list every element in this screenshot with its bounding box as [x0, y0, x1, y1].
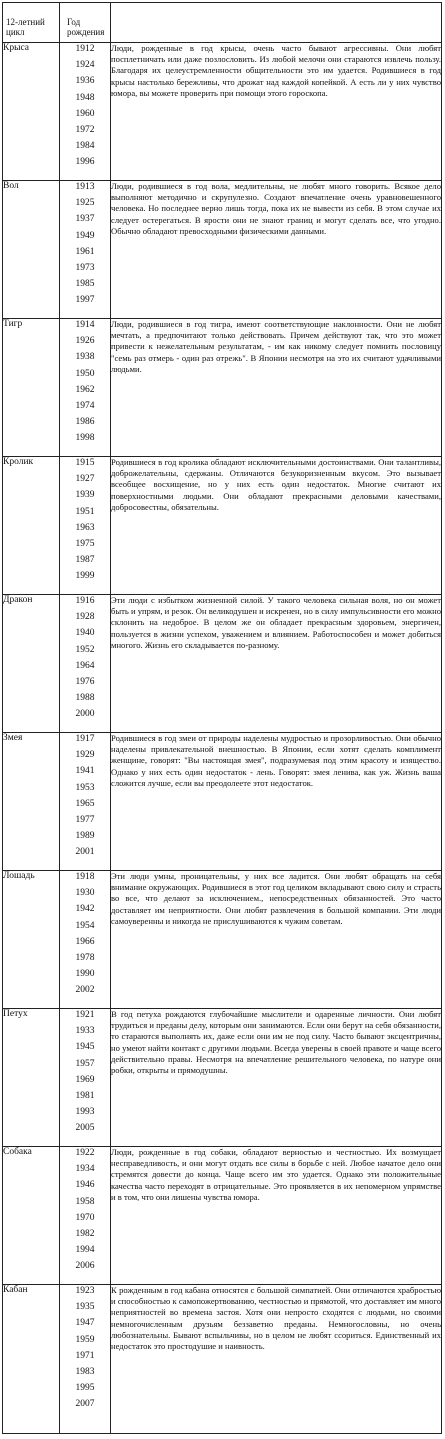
birth-year: 1927 [75, 474, 95, 485]
birth-year: 1959 [75, 1334, 95, 1345]
birth-year: 1958 [75, 1196, 95, 1207]
birth-year: 1964 [75, 660, 95, 671]
birth-year: 1952 [75, 644, 95, 655]
birth-year: 1921 [75, 1010, 95, 1020]
birth-year: 1946 [75, 1180, 95, 1191]
birth-year: 1976 [75, 676, 95, 687]
animal-description: Эти люди с избытком жизненной силой. У такого человека сильная воля, но он может быть и упрям, и резок. Он великодушен и искренен, но в силу импульсивности его можно склонить на недоброе. В целом же он обладает прекрасным здоровьем, энергичен, пользуется в жизни успехом, уважением и влиянием. Работоспособен и может добиться многого. Жизнь его складывается по-разному. [111, 595, 442, 733]
birth-year: 1925 [75, 198, 95, 209]
animal-description: Родившиеся в год змеи от природы наделены мудростью и прозорливостью. Они обычно наделены привлекательной внешностью. В Японии, если хотят сделать комплимент женщине, говорят: "Вы настоящая змея", подразумевая под этим красоту и изящество. Однако у них есть один недостаток - лень. Говорят: змея ленива, как уж. Жизнь ваша сложится лучше, если вы преодолеете этот недостаток. [111, 733, 442, 871]
birth-years [60, 181, 111, 319]
birth-year: 1950 [75, 368, 95, 379]
birth-year: 1981 [75, 1090, 95, 1101]
animal-name: Кабан [3, 1285, 60, 1434]
header-row [3, 3, 442, 43]
birth-year: 1982 [75, 1228, 95, 1239]
animal-description: Люди, родившиеся в год вола, медлительны, не любят много говорить. Всякое дело выполняют методично и скрупулезно. Создают впечатление очень уравновешенного человека. Но последнее верно лишь тогда, пока их не вывести из себя. В этом случае их следует остерегаться. В ярости они не знают границ и могут сделать все, что угодно. Обычно обладают превосходными физическими данными. [111, 181, 442, 319]
animal-description: К рожденным в год кабана относятся с большой симпатией. Они отличаются храбростью и способностью к самопожертвованию, честностью и прямотой, что доставляет им много неприятностей во времена застоя. Хотя они непросто сходятся с людьми, но своими немногочисленным друзьям беззаветно преданы. Немногословны, но очень любознательны. Бывают вспыльчивы, но в целом не любят ссориться. Единственный их недостаток это простодушие и наивность. [111, 1285, 442, 1434]
animal-name: Дракон [3, 595, 60, 733]
animal-name: Петух [3, 1009, 60, 1147]
birth-year: 1974 [75, 400, 95, 411]
birth-year: 1936 [75, 76, 95, 87]
birth-year: 1926 [75, 336, 95, 347]
birth-year: 1988 [75, 693, 95, 704]
birth-year: 1917 [75, 734, 95, 744]
birth-year: 1929 [75, 750, 95, 761]
animal-description: Эти люди умны, проницательны, у них все ладится. Они любят обращать на себя внимание окружающих. Родившиеся в этот год целиком вкладывают свою силу и страсть во все, что делают за исключением., непосредственных обязанностей. Это часто доставляет им неприятности. Они любят развлечения в большой компании. Эти люди самоуверенны и никогда не прислушиваются к чужим советам. [111, 871, 442, 1009]
birth-year: 1965 [75, 798, 95, 809]
birth-year: 1990 [75, 969, 95, 980]
birth-year: 1978 [75, 952, 95, 963]
table-row [3, 733, 442, 871]
table-row [3, 181, 442, 319]
birth-year: 1930 [75, 888, 95, 899]
table-row [3, 319, 442, 457]
birth-year: 1935 [75, 1302, 95, 1313]
animal-name: Лошадь [3, 871, 60, 1009]
birth-year: 1918 [75, 872, 95, 882]
birth-year: 1977 [75, 814, 95, 825]
birth-year: 1969 [75, 1074, 95, 1085]
birth-year: 1993 [75, 1107, 95, 1118]
birth-year: 1973 [75, 262, 95, 273]
birth-year: 1915 [75, 458, 95, 468]
table-row [3, 595, 442, 733]
birth-year: 1923 [75, 1286, 95, 1296]
animal-name: Змея [3, 733, 60, 871]
birth-year: 1934 [75, 1164, 95, 1175]
header-cycle: 12-летний цикл [3, 3, 60, 43]
animal-name: Крыса [3, 43, 60, 181]
birth-year: 1942 [75, 904, 95, 915]
birth-year: 2000 [75, 709, 95, 720]
birth-year: 1941 [75, 766, 95, 777]
birth-year: 1914 [75, 320, 95, 330]
birth-year: 1912 [75, 44, 95, 54]
table-row [3, 457, 442, 595]
birth-year: 1963 [75, 522, 95, 533]
table-row [3, 43, 442, 181]
birth-year: 1940 [75, 628, 95, 639]
animal-description: Люди, рожденные в год крысы, очень часто бывают агрессивны. Они любят посплетничать или даже позлословить. Из любой мелочи они стараются извлечь пользу. Благодаря их целеустремленности общительности это им удается. Родившиеся в год крысы настолько бережливы, что дрожат над каждой копейкой. А есть ли у них чувство юмора, вы можете проверить при помощи этого гороскопа. [111, 43, 442, 181]
birth-year: 1937 [75, 214, 95, 225]
birth-year: 1998 [75, 433, 95, 444]
table-row [3, 871, 442, 1009]
birth-years [60, 595, 111, 733]
birth-years [60, 1147, 111, 1285]
birth-year: 1995 [75, 1383, 95, 1394]
birth-year: 1957 [75, 1058, 95, 1069]
birth-year: 1939 [75, 490, 95, 501]
birth-years [60, 1009, 111, 1147]
birth-year: 1961 [75, 246, 95, 257]
birth-year: 1922 [75, 1148, 95, 1158]
birth-year: 1984 [75, 141, 95, 152]
table-row [3, 1009, 442, 1147]
birth-year: 1999 [75, 571, 95, 582]
table-row [3, 1147, 442, 1285]
birth-year: 1913 [75, 182, 95, 192]
animal-name: Тигр [3, 319, 60, 457]
animal-description: Люди, рожденные в год собаки, обладают верностью и честностью. Их возмущает несправедливость, и они могут отдать все силы в борьбе с ней. Любое начатое дело они стремятся довести до конца. Чаще всего им это удается. Однако эти положительные качества часто переходят в отрицательные. Это проявляется в их непомерном упрямстве и в том, что они лишены чувства юмора. [111, 1147, 442, 1285]
birth-year: 1960 [75, 108, 95, 119]
birth-year: 1997 [75, 295, 95, 306]
birth-year: 2002 [75, 985, 95, 996]
birth-year: 1975 [75, 538, 95, 549]
birth-year: 1945 [75, 1042, 95, 1053]
birth-year: 1951 [75, 506, 95, 517]
header-birth-year: Год рождения [60, 3, 111, 43]
birth-year: 2005 [75, 1123, 95, 1134]
birth-year: 1996 [75, 157, 95, 168]
birth-year: 1986 [75, 417, 95, 428]
birth-year: 1983 [75, 1366, 95, 1377]
animal-name: Собака [3, 1147, 60, 1285]
birth-year: 2001 [75, 847, 95, 858]
birth-year: 1985 [75, 279, 95, 290]
birth-year: 1938 [75, 352, 95, 363]
birth-year: 1966 [75, 936, 95, 947]
zodiac-table [2, 2, 442, 1434]
birth-year: 1949 [75, 230, 95, 241]
birth-year: 1924 [75, 60, 95, 71]
birth-years [60, 1285, 111, 1434]
birth-year: 1933 [75, 1026, 95, 1037]
birth-years [60, 319, 111, 457]
header-description [111, 3, 442, 43]
birth-year: 2007 [75, 1399, 95, 1410]
animal-name: Кролик [3, 457, 60, 595]
table-row [3, 1285, 442, 1434]
birth-years [60, 871, 111, 1009]
birth-year: 1962 [75, 384, 95, 395]
animal-description: В год петуха рождаются глубочайшие мыслители и одаренные личности. Они любят трудиться и преданы делу, которым они занимаются. Если они берут на себя обязанности, то стараются выполнять их, даже если они им не под силу. Часто бывают эксцентричны, но умеют найти контакт с другими людьми. Всегда уверены в своей правоте и чаще всего действительно правы. Несмотря на впечатление решительного человека, по натуре они робки, открыты и прямодушны. [111, 1009, 442, 1147]
animal-name: Вол [3, 181, 60, 319]
birth-years [60, 43, 111, 181]
birth-year: 2006 [75, 1261, 95, 1272]
birth-year: 1928 [75, 612, 95, 623]
birth-year: 1916 [75, 596, 95, 606]
birth-year: 1970 [75, 1212, 95, 1223]
animal-description: Родившиеся в год кролика обладают исключительными достоинствами. Они талантливы, доброжелательны, сдержаны. Отличаются безукоризненным вкусом. Это вызывает всеобщее восхищение, но у них есть один недостаток. Многие считают их поверхностными людьми. Они обладают прекрасными деловыми качествами, добросовестны, обязательны. [111, 457, 442, 595]
birth-year: 1971 [75, 1350, 95, 1361]
animal-description: Люди, родившиеся в год тигра, имеют соответствующие наклонности. Они не любят мечтать, а предпочитают только действовать. Причем действуют так, что это может привести к нежелательным результатам, - им как никому следует помнить пословицу "семь раз отмерь - один раз отрежь". В Японии несмотря на это их считают удачливыми людьми. [111, 319, 442, 457]
birth-year: 1953 [75, 782, 95, 793]
birth-years [60, 733, 111, 871]
birth-year: 1972 [75, 124, 95, 135]
birth-year: 1987 [75, 555, 95, 566]
birth-year: 1948 [75, 92, 95, 103]
birth-year: 1954 [75, 920, 95, 931]
birth-year: 1994 [75, 1245, 95, 1256]
birth-years [60, 457, 111, 595]
birth-year: 1947 [75, 1318, 95, 1329]
birth-year: 1989 [75, 831, 95, 842]
